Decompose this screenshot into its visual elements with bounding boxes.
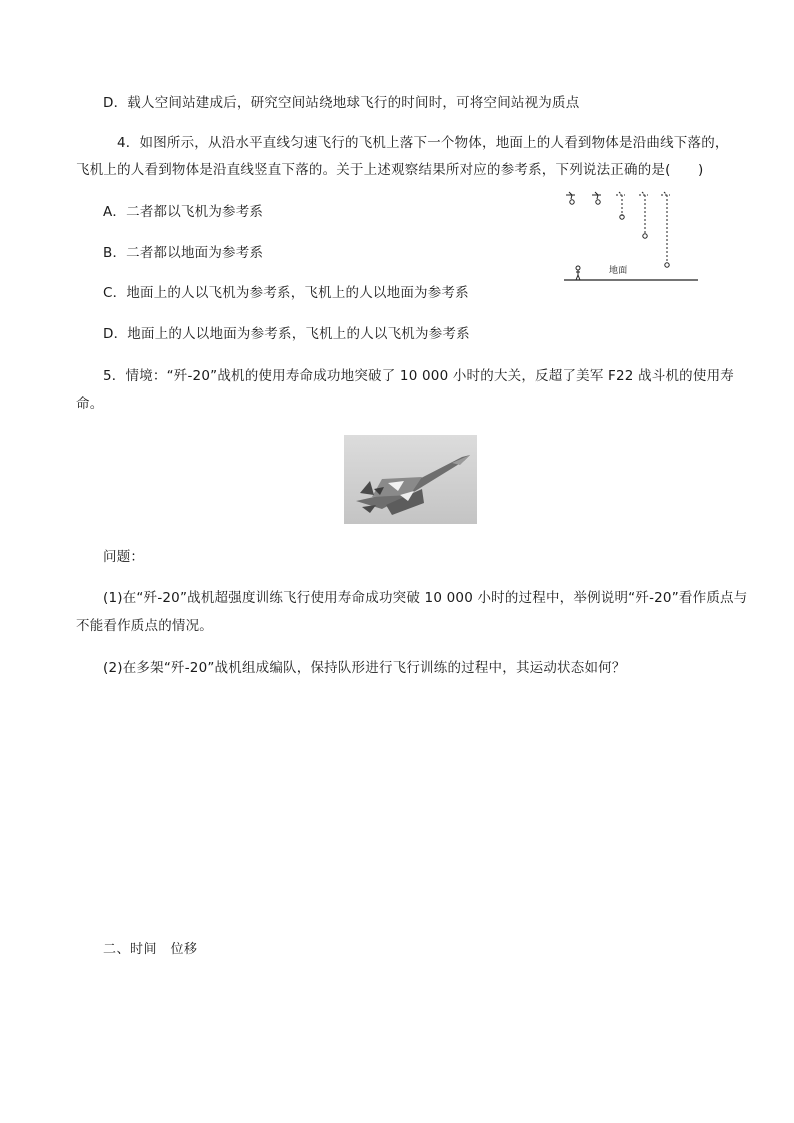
q4-stem-line2: 飞机上的人看到物体是沿直线竖直下落的。关于上述观察结果所对应的参考系，下列说法正确的是( ) bbox=[76, 162, 704, 178]
section-heading: 二、时间 位移 bbox=[103, 942, 198, 957]
q4-stem-line1: 4．如图所示，从沿水平直线匀速飞行的飞机上落下一个物体，地面上的人看到物体是沿曲线下落的， bbox=[117, 135, 729, 151]
fighter-jet-photo bbox=[344, 435, 477, 524]
q5-sub1-line1: (1)在“歼-20”战机超强度训练飞行使用寿命成功突破 10 000 小时的过程中，举例说明“歼-20”看作质点与 bbox=[103, 590, 748, 606]
q5-sub2: (2)在多架“歼-20”战机组成编队，保持队形进行飞行训练的过程中，其运动状态如何？ bbox=[103, 660, 626, 676]
q5-stem-line1: 5．情境：“歼-20”战机的使用寿命成功地突破了 10 000 小时的大关，反超了美军 F22 战斗机的使用寿 bbox=[103, 368, 734, 384]
plane-icon-2 bbox=[592, 192, 601, 204]
q5-questions-label: 问题： bbox=[103, 549, 145, 565]
plane-icon-4 bbox=[639, 192, 648, 238]
plane-icon-5 bbox=[661, 192, 670, 267]
q4-option-c: C．地面上的人以飞机为参考系，飞机上的人以地面为参考系 bbox=[103, 285, 469, 301]
plane-icon-3 bbox=[616, 192, 625, 219]
q4-option-d: D．地面上的人以地面为参考系，飞机上的人以飞机为参考系 bbox=[103, 326, 470, 342]
q3-option-d: D．载人空间站建成后，研究空间站绕地球飞行的时间时，可将空间站视为质点 bbox=[103, 95, 580, 111]
person-icon bbox=[576, 266, 580, 280]
plane-icon-1 bbox=[566, 192, 575, 204]
q5-sub1-line2: 不能看作质点的情况。 bbox=[76, 618, 213, 634]
q4-option-a: A．二者都以飞机为参考系 bbox=[103, 204, 264, 220]
ground-label: 地面 bbox=[609, 266, 628, 276]
falling-object-figure bbox=[556, 186, 706, 286]
q5-stem-line2: 命。 bbox=[76, 396, 104, 412]
q4-option-b: B．二者都以地面为参考系 bbox=[103, 245, 264, 261]
